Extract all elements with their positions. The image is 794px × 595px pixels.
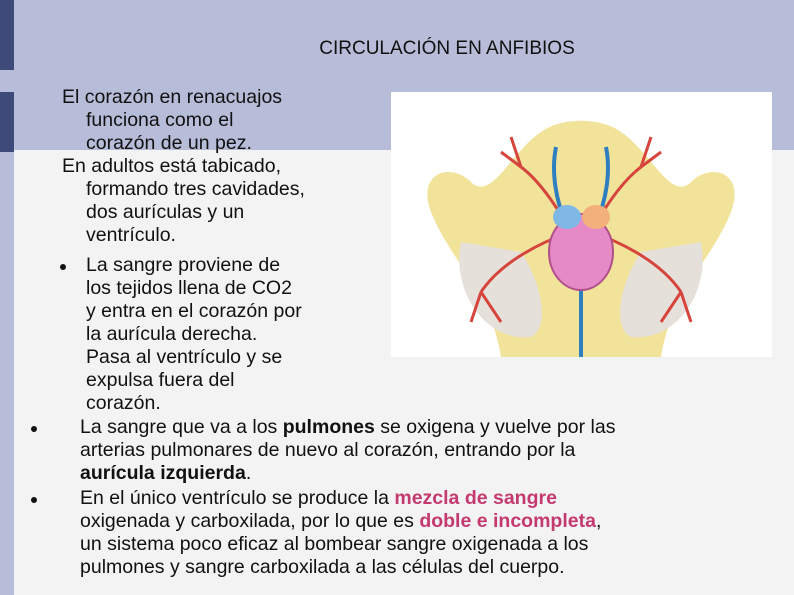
bullet3-highlight-mezcla: mezcla de sangre: [394, 487, 557, 509]
bullet2-line1: [80, 416, 615, 439]
bullet2-text: .: [245, 462, 252, 484]
bullet2-line3: [80, 462, 251, 485]
bullet3-highlight-doble: doble e incompleta: [419, 510, 596, 532]
para1-line1: El corazón en renacuajos: [62, 86, 283, 108]
bullet-dot: [60, 264, 66, 270]
bullet-dot: [31, 426, 37, 432]
para2-line1: En adultos está tabicado,: [62, 155, 281, 177]
bullet1-line6: expulsa fuera del: [86, 369, 235, 391]
bullet3-text: oxigenada y carboxilada, por lo que es: [80, 510, 420, 532]
bullet2-bold-pulmones: pulmones: [282, 416, 375, 438]
para2-line3: dos aurículas y un: [86, 201, 245, 223]
bullet3-text: ,: [595, 510, 602, 532]
para1-line3: corazón de un pez.: [86, 132, 252, 154]
bullet1-line7: corazón.: [86, 392, 161, 414]
bullet1-line2: los tejidos llena de CO2: [86, 277, 292, 299]
bullet3-line1: [80, 487, 557, 510]
bullet1-line1: La sangre proviene de: [86, 254, 281, 276]
bullet1-line4: la aurícula derecha.: [86, 323, 258, 345]
slide-title: CIRCULACIÓN EN ANFIBIOS: [319, 38, 575, 59]
bullet3-line3: un sistema poco eficaz al bombear sangre oxigenada a los: [80, 533, 589, 555]
bullet2-bold-auricula: aurícula izquierda: [80, 462, 246, 484]
bullet3-line2: [80, 510, 601, 533]
bullet1-line3: y entra en el corazón por: [86, 300, 302, 322]
bullet2-text: La sangre que va a los: [80, 416, 283, 438]
bullet3-text: En el único ventrículo se produce la: [80, 487, 395, 509]
para1-line2: funciona como el: [86, 109, 234, 131]
bullet2-text: se oxigena y vuelve por las: [374, 416, 616, 438]
bullet1-line5: Pasa al ventrículo y se: [86, 346, 283, 368]
bullet-dot: [31, 497, 37, 503]
bullet3-line4: pulmones y sangre carboxilada a las células del cuerpo.: [80, 556, 565, 578]
bullet2-line2: arterias pulmonares de nuevo al corazón, entrando por la: [80, 439, 576, 461]
para2-line2: formando tres cavidades,: [86, 178, 305, 200]
para2-line4: ventrículo.: [86, 224, 176, 246]
